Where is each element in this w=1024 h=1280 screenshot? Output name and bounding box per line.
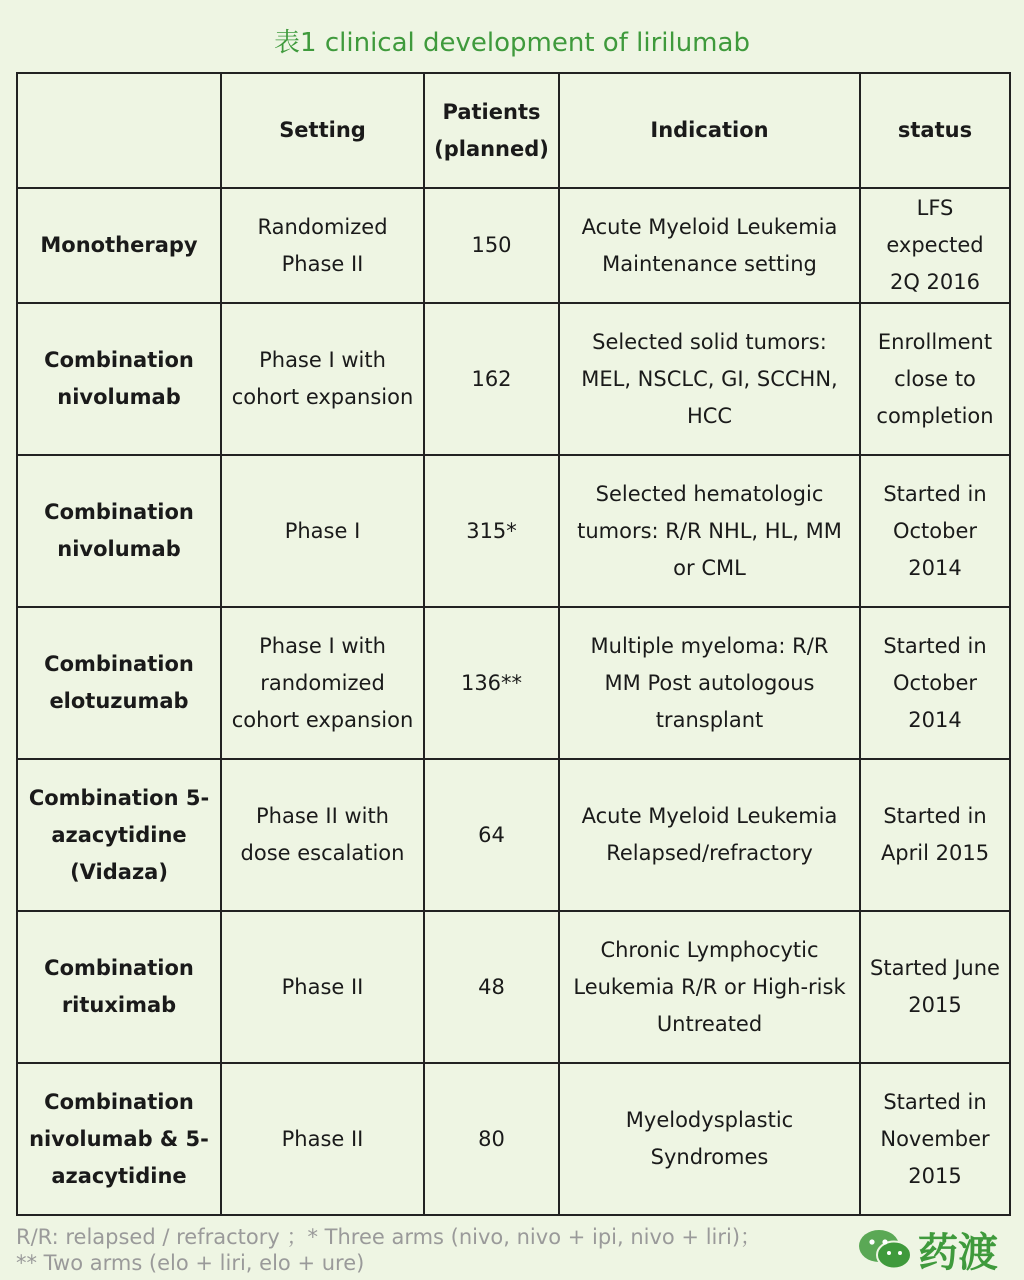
cell-name-line: (Vidaza): [70, 859, 168, 884]
cell-status-line: Enrollment: [877, 329, 993, 354]
cell-name-line: elotuzumab: [49, 689, 189, 713]
cell-indication-line: Untreated: [656, 1011, 763, 1036]
cell-name: [17, 607, 221, 759]
cell-name-line: Combination: [44, 652, 194, 676]
clinical-development-table: [16, 72, 1011, 1216]
cell-indication-line: Relapsed/refractory: [606, 841, 813, 865]
cell-status-line: Started in: [883, 804, 987, 828]
cell-setting-line: Phase I with: [259, 348, 386, 372]
cell-indication-line: Acute Myeloid Leukemia: [581, 214, 838, 239]
cell-indication-line: Acute Myeloid Leukemia: [581, 804, 838, 828]
cell-indication-line: tumors: R/R NHL, HL, MM: [577, 518, 842, 543]
cell-patients: 80: [424, 1063, 559, 1215]
cell-name: [17, 455, 221, 607]
cell-name-line: nivolumab & 5-: [29, 1126, 209, 1151]
cell-status-line: November: [880, 1126, 990, 1151]
cell-indication-line: Selected solid tumors:: [592, 329, 827, 354]
cell-setting-line: randomized: [260, 670, 385, 695]
cell-setting: [221, 303, 424, 455]
cell-setting-line: Phase II: [281, 974, 364, 999]
cell-indication-line: HCC: [686, 403, 733, 428]
table-row: [17, 455, 1010, 607]
cell-status-line: October 2014: [892, 670, 978, 732]
cell-status: [860, 188, 1010, 303]
cell-status-line: October 2014: [892, 518, 978, 580]
footnote-line2: ** Two arms (elo + liri, elo + ure): [16, 1251, 365, 1275]
footnote-line1: R/R: relapsed / refractory ；* Three arms (nivo, nivo + ipi, nivo + liri)；: [16, 1225, 762, 1249]
cell-status: [860, 303, 1010, 455]
cell-name-line: Combination: [44, 500, 194, 524]
cell-patients: 64: [424, 759, 559, 911]
cell-indication: [559, 607, 860, 759]
table-row: [17, 911, 1010, 1063]
cell-status-line: 2015: [908, 993, 962, 1017]
cell-name-line: Monotherapy: [40, 233, 198, 257]
cell-name-line: azacytidine: [51, 1163, 187, 1188]
cell-setting-line: Phase I: [284, 518, 361, 543]
cell-setting-line: Phase II: [281, 251, 364, 276]
table-body: [17, 188, 1010, 1215]
cell-indication: [559, 188, 860, 303]
cell-setting: [221, 1063, 424, 1215]
cell-name-line: Combination: [44, 1089, 194, 1114]
header-indication: Indication: [559, 73, 860, 188]
cell-status: [860, 759, 1010, 911]
cell-status: [860, 455, 1010, 607]
cell-status-line: 2015: [908, 1163, 962, 1188]
cell-status-line: 2Q 2016: [889, 270, 980, 294]
brand-name: 药渡: [918, 1229, 998, 1276]
cell-indication-line: Chronic Lymphocytic: [600, 937, 819, 962]
cell-status-line: completion: [876, 403, 994, 428]
header-patients-line2: (planned): [434, 136, 549, 161]
table-row: [17, 303, 1010, 455]
cell-indication-line: transplant: [655, 707, 764, 732]
table-row: [17, 188, 1010, 303]
table-row: [17, 607, 1010, 759]
cell-name: [17, 303, 221, 455]
cell-setting-line: cohort expansion: [231, 707, 414, 732]
cell-name-line: nivolumab: [57, 537, 181, 561]
cell-name-line: rituximab: [61, 993, 177, 1017]
header-status: status: [860, 73, 1010, 188]
cell-status-line: Started in: [883, 633, 987, 658]
cell-setting-line: Randomized: [257, 214, 388, 239]
cell-indication-line: Maintenance setting: [602, 251, 817, 276]
wechat-icon: [858, 1227, 912, 1271]
cell-setting-line: dose escalation: [240, 841, 405, 865]
cell-patients: 48: [424, 911, 559, 1063]
cell-name: [17, 759, 221, 911]
header-empty-cell: [17, 73, 221, 188]
cell-indication-line: Selected hematologic: [595, 481, 824, 506]
footnote: [16, 1224, 846, 1276]
cell-indication: [559, 911, 860, 1063]
cell-setting: [221, 759, 424, 911]
cell-indication-line: Multiple myeloma: R/R: [590, 633, 829, 658]
cell-status-line: LFS expected: [886, 196, 984, 257]
cell-name: [17, 1063, 221, 1215]
cell-setting-line: Phase I with: [259, 633, 386, 658]
cell-indication: [559, 759, 860, 911]
cell-indication-line: Leukemia R/R or High-risk: [573, 974, 846, 999]
cell-indication-line: Syndromes: [650, 1145, 769, 1169]
cell-setting-line: cohort expansion: [231, 385, 414, 409]
cell-name-line: nivolumab: [57, 385, 181, 409]
cell-name-line: azacytidine: [51, 822, 187, 847]
cell-patients: 162: [424, 303, 559, 455]
cell-status: [860, 911, 1010, 1063]
cell-status-line: Started in: [883, 481, 987, 506]
page-title: 表1 clinical development of lirilumab: [274, 28, 750, 58]
header-setting: Setting: [221, 73, 424, 188]
cell-setting: [221, 607, 424, 759]
cell-setting-line: Phase II: [281, 1126, 364, 1151]
header-patients-line1: Patients: [442, 99, 541, 124]
table-header-row: [17, 73, 1010, 188]
cell-name: [17, 911, 221, 1063]
cell-status-line: close to: [894, 366, 976, 391]
cell-name: [17, 188, 221, 303]
cell-status: [860, 1063, 1010, 1215]
cell-name-line: Combination: [44, 348, 194, 372]
cell-indication: [559, 1063, 860, 1215]
table-row: [17, 1063, 1010, 1215]
cell-setting-line: Phase II with: [256, 804, 389, 828]
brand-logo: [858, 1224, 998, 1274]
cell-indication-line: MEL, NSCLC, GI, SCCHN,: [581, 366, 838, 391]
cell-indication-line: Myelodysplastic: [625, 1108, 794, 1132]
header-patients: [424, 73, 559, 188]
cell-indication: [559, 303, 860, 455]
cell-status-line: April 2015: [880, 841, 990, 865]
cell-indication-line: MM Post autologous: [604, 670, 815, 695]
cell-status-line: Started June: [870, 956, 1000, 980]
cell-status-line: Started in: [883, 1089, 987, 1114]
cell-patients: 136**: [424, 607, 559, 759]
cell-setting: [221, 455, 424, 607]
cell-patients: 150: [424, 188, 559, 303]
cell-setting: [221, 188, 424, 303]
cell-setting: [221, 911, 424, 1063]
cell-status: [860, 607, 1010, 759]
cell-name-line: Combination: [44, 956, 194, 980]
cell-patients: 315*: [424, 455, 559, 607]
table-row: [17, 759, 1010, 911]
cell-indication: [559, 455, 860, 607]
cell-name-line: Combination 5-: [28, 785, 210, 810]
cell-indication-line: or CML: [673, 555, 746, 580]
